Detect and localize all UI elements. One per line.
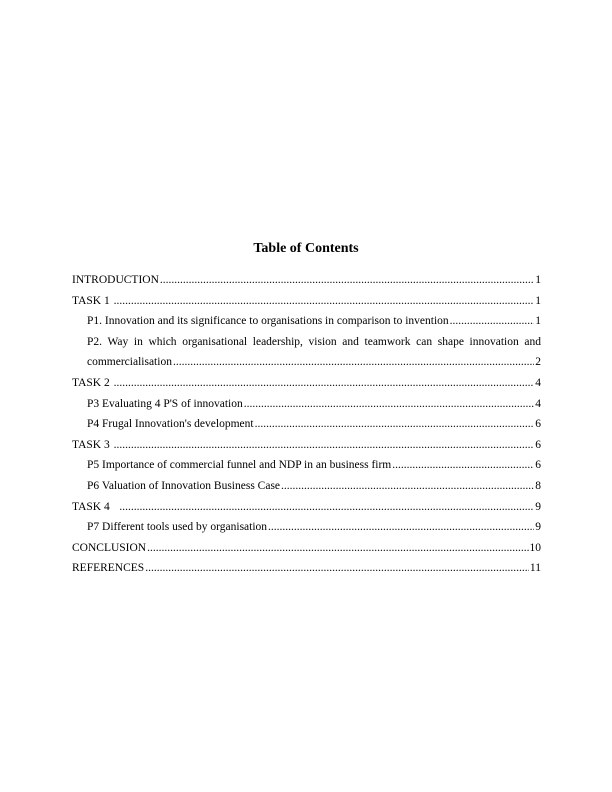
toc-entry-text: TASK 4 [72,500,119,513]
toc-entry-text: TASK 3 [72,438,113,451]
dot-leader [255,414,535,435]
toc-entry-p6[interactable] [87,476,541,497]
toc-entry-p7[interactable] [87,517,541,538]
dot-leader [119,497,534,518]
toc-entry-task-3[interactable] [72,435,541,456]
toc-entry-text: P7 Different tools used by organisation [87,521,268,534]
dot-leader [160,270,534,291]
toc-entry-p2-line2[interactable] [87,352,541,373]
toc-title: Table of Contents [253,241,359,256]
toc-entry-text: P5 Importance of commercial funnel and NDP in an business firm [87,459,392,472]
toc-entry-text: REFERENCES [72,562,145,575]
dot-leader [450,311,535,332]
toc-entry-page: 4 [535,376,541,389]
dot-leader [268,517,534,538]
dot-leader [392,455,534,476]
toc-entry-page: 4 [535,397,541,410]
toc-entry-page: 1 [535,315,541,328]
toc-entry-page: 2 [535,356,541,369]
toc-entry-conclusion[interactable] [72,538,541,559]
toc-entry-page: 1 [535,274,541,286]
toc-entry-page: 6 [535,438,541,451]
dot-leader [173,352,534,373]
toc-entry-text: TASK 2 [72,376,113,389]
toc-entry-p2-line1[interactable] [87,332,541,353]
toc-entry-text: P4 Frugal Innovation's development [87,418,254,431]
toc-entry-text: CONCLUSION [72,541,147,554]
toc-entry-text: P6 Valuation of Innovation Business Case [87,479,281,492]
dot-leader [281,476,534,497]
toc-entry-references[interactable] [72,558,541,579]
dot-leader [145,558,529,579]
toc-entry-text: INTRODUCTION [72,274,159,286]
toc-entry-page: 9 [535,500,541,513]
toc-entry-text: P1. Innovation and its significance to organisations in comparison to invention [87,315,449,328]
toc-entry-page: 6 [535,459,541,472]
toc-entry-task-4[interactable] [72,497,541,518]
toc-entry-p3[interactable] [87,394,541,415]
toc-entry-text: P2. Way in which organisational leadership, vision and teamwork can shape innovation and [87,335,541,348]
dot-leader [114,373,535,394]
table-of-contents [72,270,541,579]
toc-entry-page: 6 [535,418,541,431]
toc-entry-page: 8 [535,479,541,492]
dot-leader [114,435,535,456]
toc-entry-task-2[interactable] [72,373,541,394]
toc-entry-text: TASK 1 [72,294,113,307]
toc-entry-p5[interactable] [87,455,541,476]
toc-entry-p4[interactable] [87,414,541,435]
toc-entry-text: commercialisation [87,356,172,369]
dot-leader [114,291,535,312]
dot-leader [147,538,528,559]
toc-entry-introduction[interactable] [72,270,541,291]
toc-entry-page: 11 [529,562,541,575]
toc-entry-text: P3 Evaluating 4 P'S of innovation [87,397,243,410]
toc-entry-task-1[interactable] [72,291,541,312]
toc-entry-page: 10 [529,541,541,554]
toc-entry-page: 9 [535,521,541,534]
dot-leader [244,394,535,415]
toc-entry-page: 1 [535,294,541,307]
toc-entry-p1[interactable] [87,311,541,332]
